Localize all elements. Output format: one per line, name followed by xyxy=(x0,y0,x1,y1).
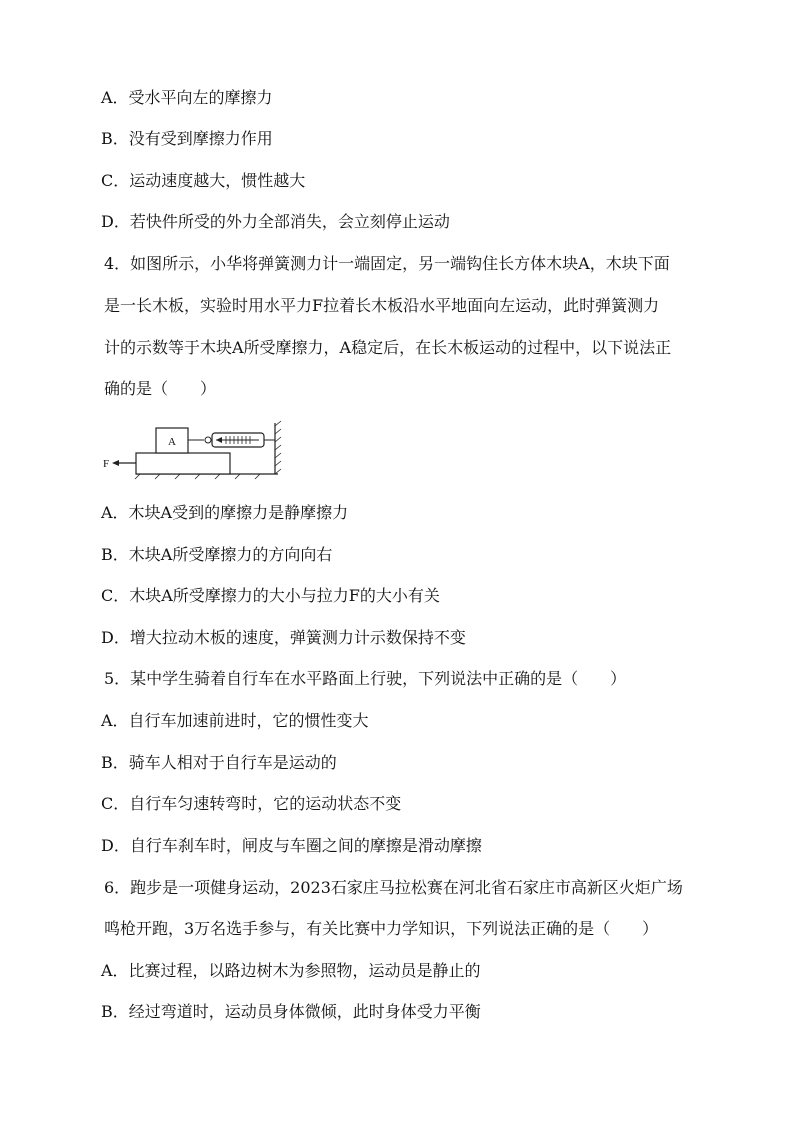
q5-option-d: D．自行车刹车时，闸皮与车圈之间的摩擦是滑动摩擦 xyxy=(101,836,482,855)
q4-stem-line-4: 确的是（ ） xyxy=(104,379,217,398)
q4-option-b: B．木块A所受摩擦力的方向向右 xyxy=(101,545,333,564)
spring-scale-ticks xyxy=(226,436,250,444)
q4-option-c: C．木块A所受摩擦力的大小与拉力F的大小有关 xyxy=(101,586,440,605)
q6-stem-line-1: 6．跑步是一项健身运动，2023石家庄马拉松赛在河北省石家庄市高新区火炬广场 xyxy=(104,878,683,897)
spring-scale-figure xyxy=(100,420,290,480)
force-label: F xyxy=(102,458,110,470)
q6-option-b: B．经过弯道时，运动员身体微倾，此时身体受力平衡 xyxy=(101,1002,481,1021)
q5-stem-line-1: 5．某中学生骑着自行车在水平路面上行驶，下列说法中正确的是（ ） xyxy=(104,669,627,688)
option-d: D．若快件所受的外力全部消失，会立刻停止运动 xyxy=(101,212,450,231)
q4-option-a: A．木块A受到的摩擦力是静摩擦力 xyxy=(101,503,349,522)
force-arrowhead xyxy=(112,460,119,466)
q4-stem-line-1: 4．如图所示，小华将弹簧测力计一端固定，另一端钩住长方体木块A，木块下面 xyxy=(104,254,670,273)
hook-ring xyxy=(205,437,211,443)
q5-option-a: A．自行车加速前进时，它的惯性变大 xyxy=(101,711,369,730)
block-a-label: A xyxy=(168,436,176,448)
q5-option-c: C．自行车匀速转弯时，它的运动状态不变 xyxy=(101,794,402,813)
long-board xyxy=(136,453,230,474)
q6-option-a: A．比赛过程，以路边树木为参照物，运动员是静止的 xyxy=(101,961,481,980)
q4-stem-line-2: 是一长木板，实验时用水平力F拉着长木板沿水平地面向左运动，此时弹簧测力 xyxy=(104,296,660,315)
option-a: A．受水平向左的摩擦力 xyxy=(101,88,273,107)
option-c: C．运动速度越大，惯性越大 xyxy=(101,171,306,190)
q6-stem-line-2: 鸣枪开跑，3万名选手参与，有关比赛中力学知识，下列说法正确的是（ ） xyxy=(104,919,659,938)
q4-option-d: D．增大拉动木板的速度，弹簧测力计示数保持不变 xyxy=(101,628,466,647)
q4-stem-line-3: 计的示数等于木块A所受摩擦力，A稳定后，在长木板运动的过程中，以下说法正 xyxy=(104,338,672,357)
q5-option-b: B．骑车人相对于自行车是运动的 xyxy=(101,753,337,772)
option-b: B．没有受到摩擦力作用 xyxy=(101,129,273,148)
